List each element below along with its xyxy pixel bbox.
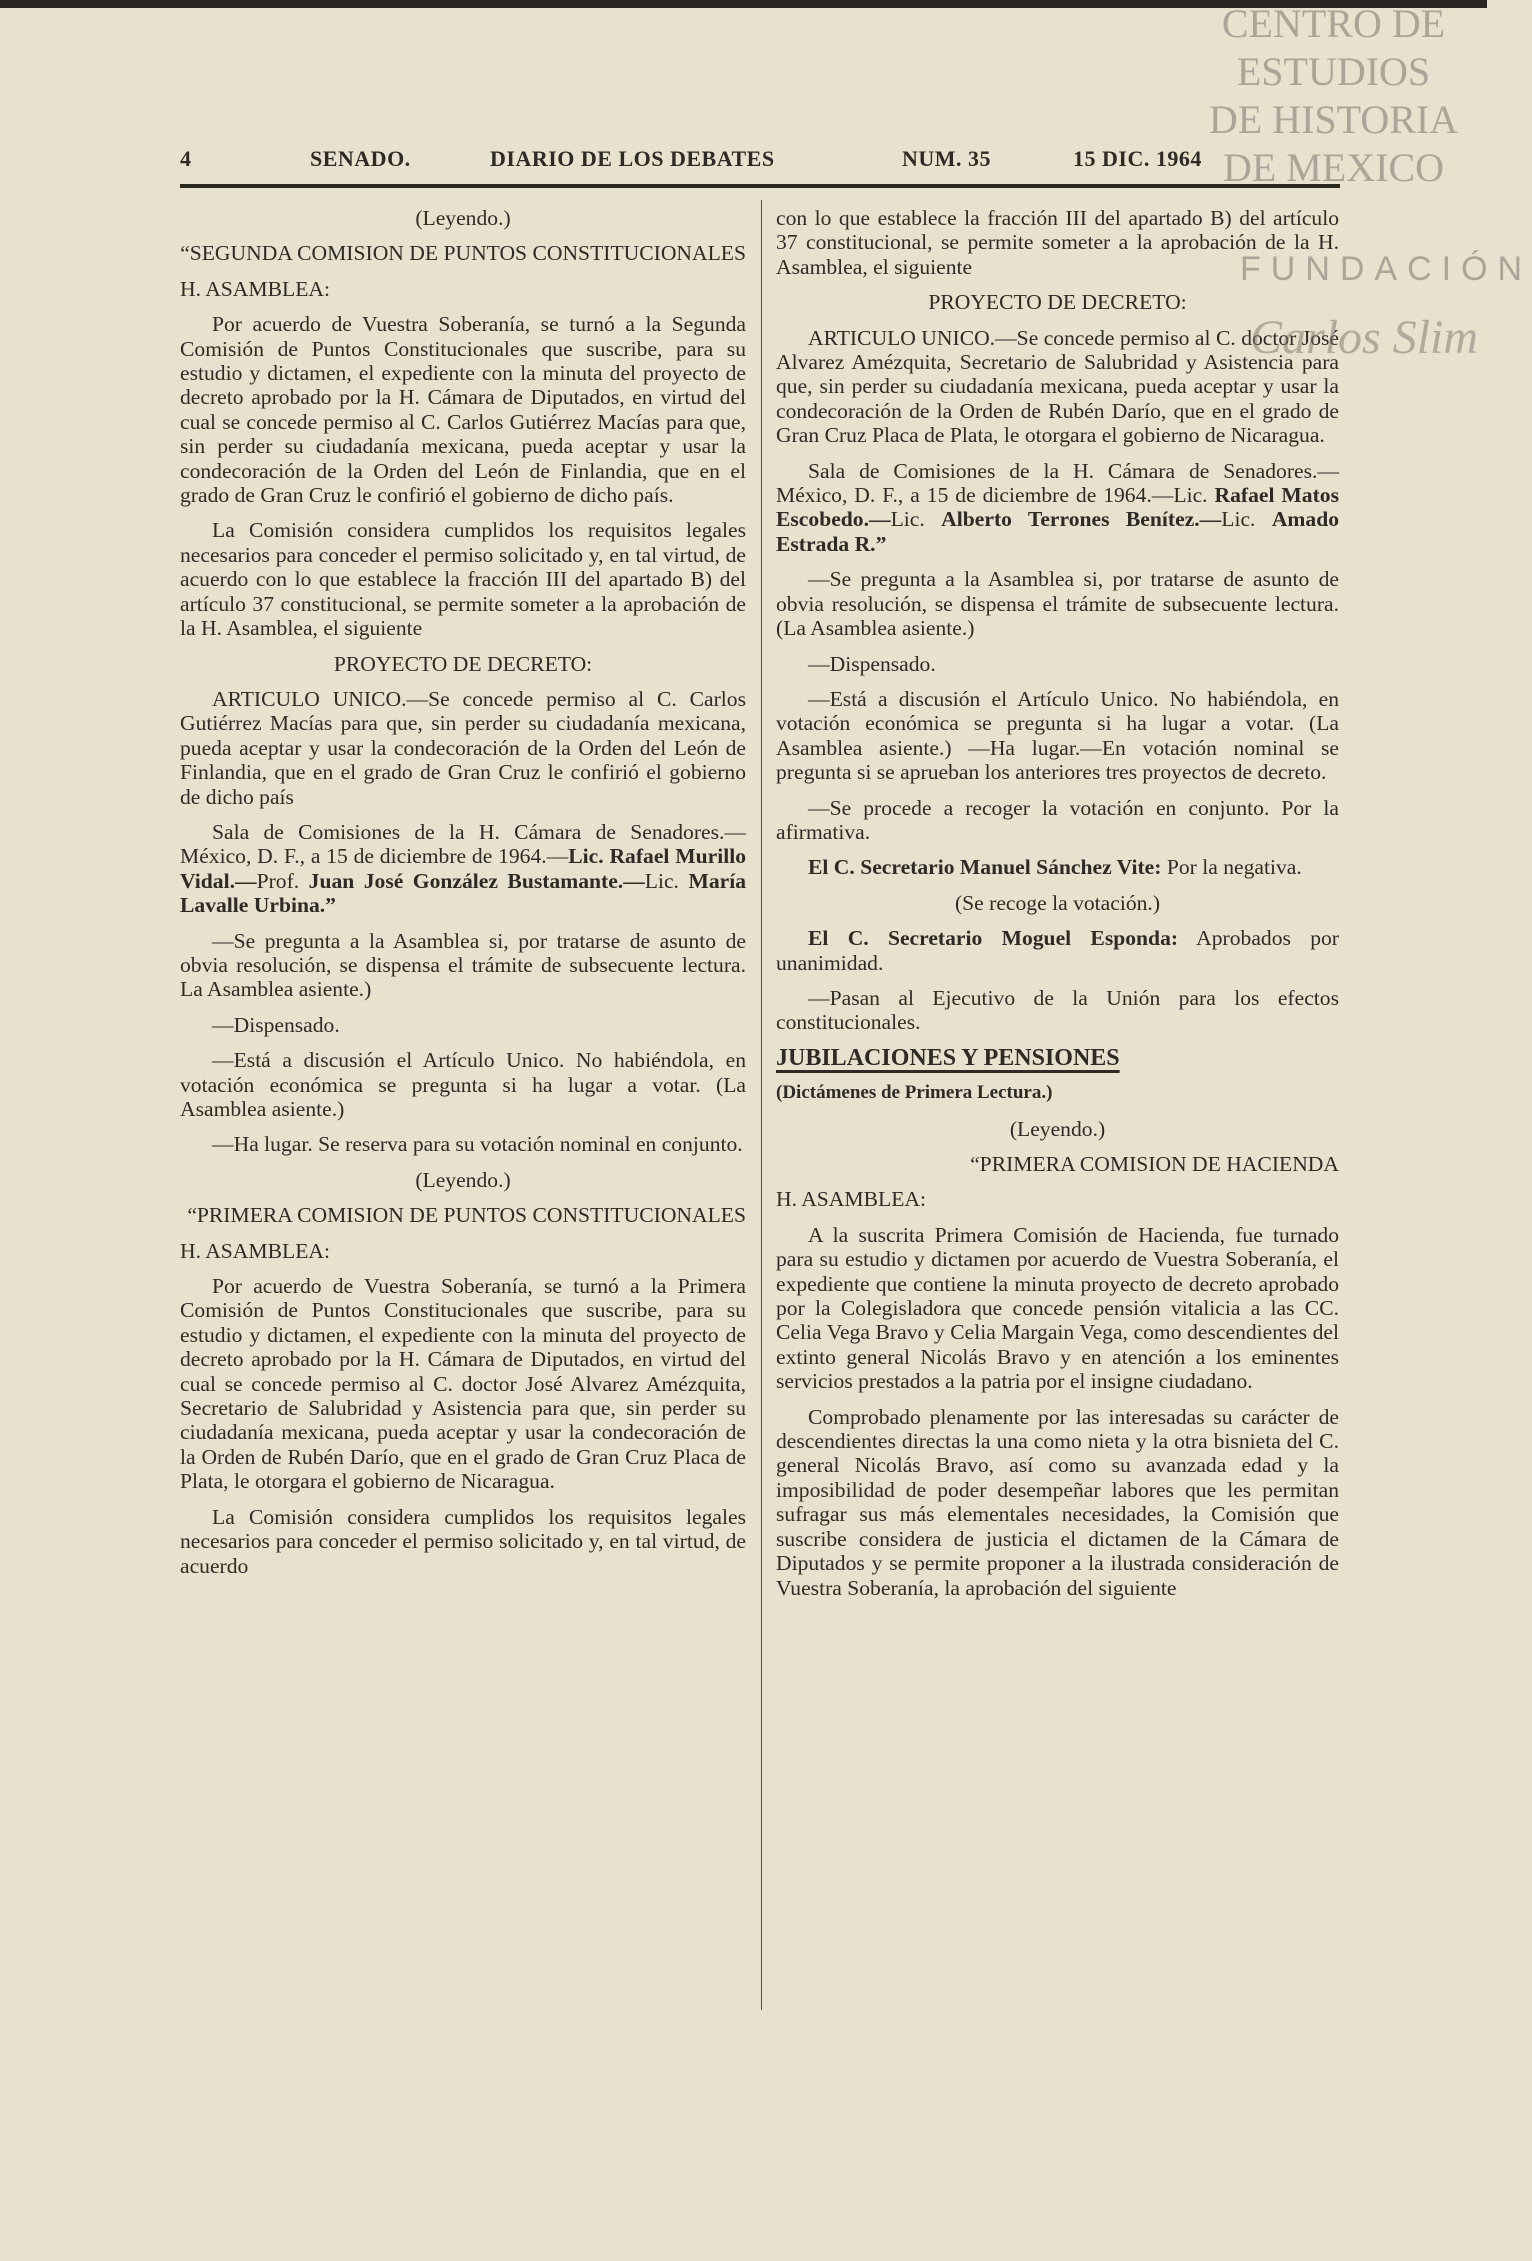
paragraph bbox=[180, 1048, 746, 1121]
text-run: “PRIMERA COMISION DE HACIENDA bbox=[970, 1152, 1339, 1176]
text-run: —Está a discusión el Artículo Unico. No habiéndola, en votación económica se pregunta si ha lugar a votar. (La Asamblea asiente.) bbox=[180, 1048, 746, 1121]
bold-text: Juan José González Bustamante.— bbox=[308, 868, 645, 893]
text-run: —Se procede a recoger la votación en conjunto. Por la afirmativa. bbox=[776, 795, 1339, 844]
issue-date: 15 DIC. 1964 bbox=[1073, 146, 1202, 171]
text-run: A la suscrita Primera Comisión de Hacienda, fue turnado para su estudio y dictamen por acuerdo de Vuestra Soberanía, el expediente que contiene la minuta proyecto de decreto aprobado por la Colegisladora que concede pensión vitalicia a las CC. Celia Vega Bravo y Celia Margain Vega, como descendientes del extinto general Nicolás Bravo y en atención a los eminentes servicios prestados a la patria por el insigne ciudadano. bbox=[776, 1222, 1339, 1394]
bold-text: Alberto Terrones Benítez.— bbox=[941, 507, 1222, 532]
bold-text: Amado Estrada R.” bbox=[776, 507, 1340, 556]
section-heading bbox=[776, 1046, 1339, 1070]
paragraph bbox=[776, 926, 1339, 975]
text-run: Lic. bbox=[1221, 507, 1272, 532]
paragraph bbox=[180, 241, 746, 265]
paragraph bbox=[776, 891, 1339, 915]
watermark-line: DE MEXICO bbox=[1222, 145, 1445, 190]
paragraph bbox=[776, 652, 1339, 676]
bold-text: El C. Secretario Manuel Sánchez Vite: bbox=[808, 855, 1162, 880]
paragraph bbox=[180, 652, 746, 676]
text-run: —Se pregunta a la Asamblea si, por tratarse de asunto de obvia resolución, se dispensa el trámite de subsecuente lectura. (La Asamblea asiente.) bbox=[776, 567, 1339, 641]
text-run: La Comisión considera cumplidos los requisitos legales necesarios para conceder el permiso solicitado y, en tal virtud, de acuerdo bbox=[180, 1504, 746, 1578]
bold-text: El C. Secretario Moguel Esponda: bbox=[808, 926, 1179, 951]
text-run: Sala de Comisiones de la H. Cámara de Senadores.—México, D. F., a 15 de diciembre de 1964.—Lic. bbox=[776, 458, 1339, 508]
text-run: H. ASAMBLEA: bbox=[180, 276, 330, 301]
text-run: La Comisión considera cumplidos los requisitos legales necesarios para conceder el permiso solicitado y, en tal virtud, de acuerdo con lo que establece la fracción III del apartado B) del artículo 37 constitucional, se permite someter a la aprobación de la H. Asamblea, el siguiente bbox=[180, 518, 746, 641]
bold-text: Lic. Rafael Murillo Vidal.— bbox=[180, 844, 746, 893]
chamber: SENADO. bbox=[310, 146, 411, 171]
paragraph bbox=[776, 986, 1339, 1035]
text-run: Lic. bbox=[890, 507, 942, 532]
text-run: (Dictámenes de Primera Lectura.) bbox=[776, 1082, 1053, 1104]
paragraph bbox=[180, 1274, 746, 1494]
text-run: —Está a discusión el Artículo Unico. No habiéndola, en votación económica se pregunta si ha lugar a votar. (La Asamblea asiente.) —Ha lugar.—En votación nominal se pregunta si se aprueban los anteriores tres proyectos de decreto. bbox=[776, 686, 1339, 785]
text-run: —Dispensado. bbox=[212, 1012, 340, 1037]
text-run: (Leyendo.) bbox=[1009, 1116, 1106, 1141]
text-run: (Leyendo.) bbox=[415, 1167, 511, 1192]
paragraph bbox=[776, 567, 1339, 640]
text-run: H. ASAMBLEA: bbox=[776, 1187, 926, 1212]
paragraph bbox=[776, 1405, 1339, 1600]
text-run: Por acuerdo de Vuestra Soberanía, se turnó a la Segunda Comisión de Puntos Constitucionales que suscribe, para su estudio y dictamen, el expediente con la minuta del proyecto de decreto aprobado por la H. Cámara de Diputados, en virtud del cual se concede permiso al C. Carlos Gutiérrez Macías para que, sin perder su ciudadanía mexicana, pueda aceptar y usar la condecoración de la Orden del León de Finlandia, que en el grado de Gran Cruz le confirió el gobierno de dicho país. bbox=[180, 312, 746, 508]
watermark-foundation: FUNDACIÓN bbox=[1240, 250, 1532, 288]
text-run: con lo que establece la fracción III del apartado B) del artículo 37 constitucional, se permite someter a la aprobación de la H. Asamblea, el siguiente bbox=[776, 206, 1339, 279]
text-run: (Se recoge la votación.) bbox=[954, 890, 1161, 915]
text-run: —Dispensado. bbox=[808, 651, 936, 676]
text-run: Comprobado plenamente por las interesadas su carácter de descendientes directas la una como nieta y la otra bisnieta del C. general Nicolás Bravo, así como su avanzada edad y la imposibilidad de poder desempeñar labores que les permitan sufragar sus más elementales necesidades, la Comisión que suscribe considera de justicia el dictamen de la Cámara de Diputados y se permite proponer a la ilustrada consideración de Vuestra Soberanía, la aprobación del siguiente bbox=[776, 1404, 1339, 1600]
text-run: Lic. bbox=[644, 868, 689, 893]
text-run: (Leyendo.) bbox=[415, 206, 511, 230]
header-rule bbox=[180, 184, 1340, 188]
paragraph bbox=[180, 1239, 746, 1263]
text-run: Prof. bbox=[256, 868, 309, 893]
text-run: Por acuerdo de Vuestra Soberanía, se turnó a la Primera Comisión de Puntos Constitucionales que suscribe, para su estudio y dictamen, el expediente con la minuta del proyecto de decreto aprobado por la H. Cámara de Diputados, en virtud del cual se concede permiso al C. doctor José Alvarez Amézquita, Secretario de Salubridad y Asistencia para que, sin perder su ciudadanía mexicana, pueda aceptar y usar la condecoración de la Orden de Rubén Darío, que en el grado de Gran Cruz Placa de Plata, le otorgara el gobierno de Nicaragua. bbox=[180, 1274, 746, 1494]
watermark-line: ESTUDIOS bbox=[1236, 49, 1431, 94]
text-run: Aprobados por unanimidad. bbox=[776, 926, 1339, 975]
paragraph bbox=[776, 1223, 1339, 1394]
paragraph bbox=[180, 1013, 746, 1037]
text-run: “SEGUNDA COMISION DE PUNTOS CONSTITUCIONALES bbox=[180, 241, 746, 266]
paragraph bbox=[180, 1132, 746, 1156]
text-run: ARTICULO UNICO.—Se concede permiso al C. doctor José Alvarez Amézquita, Secretario de Salubridad y Asistencia para que, sin perder su ciudadanía mexicana, pueda aceptar y usar la condecoración de la Orden de Rubén Darío, que en el grado de Gran Cruz Placa de Plata, le otorgara el gobierno de Nicaragua. bbox=[776, 325, 1339, 448]
paragraph bbox=[180, 1168, 746, 1192]
paragraph bbox=[776, 1187, 1339, 1211]
text-run: “PRIMERA COMISION DE PUNTOS CONSTITUCIONALES bbox=[187, 1203, 746, 1228]
paragraph bbox=[776, 687, 1339, 785]
text-run: —Pasan al Ejecutivo de la Unión para los efectos constitucionales. bbox=[776, 985, 1339, 1035]
watermark-signature: Carlos Slim bbox=[1250, 311, 1479, 364]
text-run: PROYECTO DE DECRETO: bbox=[333, 651, 593, 676]
paragraph bbox=[776, 1152, 1339, 1176]
paragraph bbox=[180, 206, 746, 230]
paragraph bbox=[776, 459, 1339, 557]
watermark-line: DE HISTORIA bbox=[1208, 97, 1459, 142]
watermark bbox=[1180, 0, 1487, 192]
paragraph bbox=[776, 855, 1339, 879]
section-subheading bbox=[776, 1081, 1339, 1105]
paragraph bbox=[180, 518, 746, 640]
paragraph bbox=[776, 1117, 1339, 1141]
page-header bbox=[180, 146, 1340, 176]
bold-text: Rafael Matos Escobedo.— bbox=[776, 483, 1339, 532]
watermark-line: CENTRO DE bbox=[1221, 1, 1446, 46]
text-run: H. ASAMBLEA: bbox=[180, 1238, 330, 1263]
text-run: PROYECTO DE DECRETO: bbox=[928, 290, 1187, 315]
paragraph bbox=[180, 687, 746, 809]
text-run: —Ha lugar. Se reserva para su votación nominal en conjunto. bbox=[212, 1132, 743, 1157]
publication-title: DIARIO DE LOS DEBATES bbox=[490, 146, 775, 171]
text-run: Por la negativa. bbox=[1161, 855, 1302, 880]
column-divider bbox=[761, 200, 762, 2010]
paragraph bbox=[776, 796, 1339, 845]
bold-text: María Lavalle Urbina.” bbox=[180, 868, 746, 918]
text-run: —Se pregunta a la Asamblea si, por tratarse de asunto de obvia resolución, se dispensa el trámite de subsecuente lectura. La Asamblea asiente.) bbox=[180, 928, 746, 1002]
paragraph bbox=[180, 1505, 746, 1578]
paragraph bbox=[180, 929, 746, 1002]
issue-number: NUM. 35 bbox=[902, 146, 992, 171]
text-run: JUBILACIONES Y PENSIONES bbox=[776, 1044, 1120, 1071]
paragraph bbox=[180, 312, 746, 507]
page-number: 4 bbox=[180, 146, 192, 171]
text-run: ARTICULO UNICO.—Se concede permiso al C. Carlos Gutiérrez Macías para que, sin perder su ciudadanía mexicana, pueda aceptar y usar la condecoración de la Orden del León de Finlandia, que en el grado de Gran Cruz le confirió el gobierno de dicho país bbox=[180, 686, 746, 809]
text-run: Sala de Comisiones de la H. Cámara de Senadores.—México, D. F., a 15 de diciembre de 1964.— bbox=[180, 819, 746, 869]
left-column bbox=[180, 206, 746, 1589]
paragraph bbox=[180, 277, 746, 301]
right-column bbox=[776, 206, 1339, 1611]
paragraph bbox=[180, 820, 746, 918]
paragraph bbox=[180, 1203, 746, 1227]
